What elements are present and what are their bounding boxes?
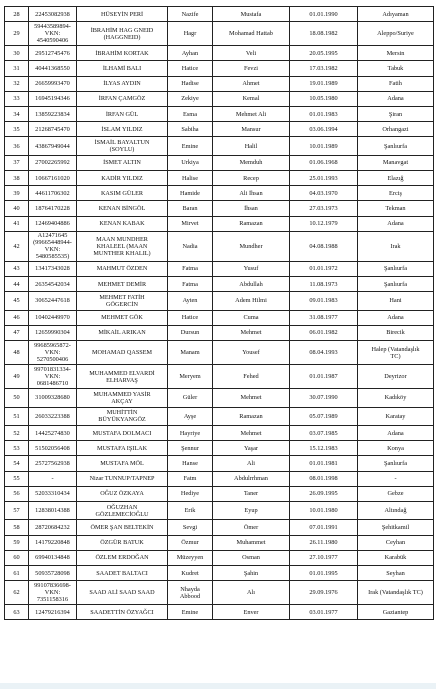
row-number-cell: 57 [5,501,29,520]
id-number-cell: 12469404886 [29,216,77,231]
father-name-cell: Ramazan [213,407,290,426]
table-row [5,341,434,365]
row-number-cell: 59 [5,535,29,550]
table-row [5,216,434,231]
full-name-cell: İSMET ALTIN [77,155,168,170]
row-number-cell: 42 [5,231,29,261]
birth-date-cell: 03.06.1994 [290,122,358,137]
birth-date-cell: 08.04.1993 [290,341,358,365]
birth-place-cell: Mersin [358,46,434,61]
full-name-cell: SAADETTİN ÖZYAĞCI [77,605,168,620]
full-name-cell: MUHAMMED YASİR AKÇAY [77,389,168,408]
id-number-cell: 14425274830 [29,426,77,441]
father-name-cell: Ömer [213,520,290,535]
birth-place-cell: Altındağ [358,501,434,520]
table-row [5,581,434,605]
mother-name-cell: Fatm [168,471,213,486]
birth-place-cell: Hani [358,292,434,311]
father-name-cell: Mustafa [213,7,290,22]
row-number-cell: 43 [5,261,29,276]
mother-name-cell: Hatice [168,310,213,325]
mother-name-cell: Ayşe [168,407,213,426]
birth-place-cell: Şanlıurfa [358,456,434,471]
table-row [5,310,434,325]
table-row [5,471,434,486]
father-name-cell: Muhammet [213,535,290,550]
row-number-cell: 50 [5,389,29,408]
id-number-cell: 14179220848 [29,535,77,550]
father-name-cell: Kemal [213,91,290,106]
row-number-cell: 28 [5,7,29,22]
birth-date-cell: 20.05.1995 [290,46,358,61]
father-name-cell: Ali [213,456,290,471]
birth-place-cell: Irak [358,231,434,261]
birth-date-cell: 25.01.1993 [290,171,358,186]
mother-name-cell: Nhayda Abbood [168,581,213,605]
father-name-cell: Mehmet [213,325,290,340]
id-number-cell: 25727562938 [29,456,77,471]
persons-table [4,6,434,620]
mother-name-cell: Müzeyyen [168,550,213,565]
father-name-cell: Mansur [213,122,290,137]
father-name-cell: Enver [213,605,290,620]
id-number-cell: 12479216394 [29,605,77,620]
mother-name-cell: Fatma [168,276,213,291]
full-name-cell: ÖZLEM ERDOĞAN [77,550,168,565]
birth-date-cell: 07.01.1991 [290,520,358,535]
row-number-cell: 61 [5,566,29,581]
id-number-cell: 16945194346 [29,91,77,106]
table-row [5,46,434,61]
id-number-cell: 69940134848 [29,550,77,565]
birth-date-cell: 01.01.1981 [290,456,358,471]
birth-place-cell: Konya [358,441,434,456]
id-number-cell: 21268745470 [29,122,77,137]
id-number-cell: 44611706302 [29,186,77,201]
birth-place-cell: Şiran [358,106,434,121]
row-number-cell: 44 [5,276,29,291]
mother-name-cell: Emine [168,137,213,156]
table-row [5,201,434,216]
row-number-cell: 35 [5,122,29,137]
mother-name-cell: Urkiya [168,155,213,170]
mother-name-cell: Zekiye [168,91,213,106]
page-footer-strip [0,683,436,689]
table-row [5,155,434,170]
row-number-cell: 62 [5,581,29,605]
birth-place-cell: Elazığ [358,171,434,186]
mother-name-cell: Hayriye [168,426,213,441]
row-number-cell: 34 [5,106,29,121]
row-number-cell: 36 [5,137,29,156]
full-name-cell: Nizar TUNNUP/TAPNEP [77,471,168,486]
row-number-cell: 52 [5,426,29,441]
father-name-cell: Memduh [213,155,290,170]
row-number-cell: 40 [5,201,29,216]
mother-name-cell: Hediye [168,486,213,501]
mother-name-cell: Erik [168,501,213,520]
mother-name-cell: Ayhan [168,46,213,61]
birth-place-cell: Karatay [358,407,434,426]
birth-place-cell: - [358,471,434,486]
full-name-cell: MUSTAFA MÖL [77,456,168,471]
row-number-cell: 53 [5,441,29,456]
id-number-cell: 10402449970 [29,310,77,325]
table-row [5,22,434,46]
id-number-cell: 30652447618 [29,292,77,311]
id-number-cell: 28720684232 [29,520,77,535]
row-number-cell: 48 [5,341,29,365]
birth-place-cell: Adana [358,426,434,441]
birth-date-cell: 17.03.1982 [290,61,358,76]
row-number-cell: 39 [5,186,29,201]
mother-name-cell: Hagr [168,22,213,46]
birth-date-cell: 10.12.1979 [290,216,358,231]
mother-name-cell: Baran [168,201,213,216]
mother-name-cell: Emine [168,605,213,620]
father-name-cell: Mehmet [213,389,290,408]
row-number-cell: 58 [5,520,29,535]
table-body [5,7,434,620]
birth-place-cell: Gebze [358,486,434,501]
full-name-cell: ÖMER ŞAN BELTEKİN [77,520,168,535]
birth-place-cell: Şehitkamil [358,520,434,535]
birth-place-cell: Irak (Vatandaşlık TC) [358,581,434,605]
table-row [5,605,434,620]
mother-name-cell: Hadise [168,76,213,91]
birth-place-cell: Şanlıurfa [358,261,434,276]
table-row [5,486,434,501]
row-number-cell: 63 [5,605,29,620]
birth-date-cell: 19.01.1989 [290,76,358,91]
full-name-cell: KADİR YILDIZ [77,171,168,186]
father-name-cell: İhsan [213,201,290,216]
row-number-cell: 54 [5,456,29,471]
id-number-cell: 99107836698- VKN: 7351158316 [29,581,77,605]
father-name-cell: Ali İhsan [213,186,290,201]
birth-place-cell: Tabuk [358,61,434,76]
id-number-cell: A12471645 (99665448944- VKN: 5480585535) [29,231,77,261]
id-number-cell: 26659993470 [29,76,77,91]
mother-name-cell: Hatice [168,61,213,76]
full-name-cell: MUHİTTİN BÜYÜKYANGÖZ [77,407,168,426]
birth-place-cell: Fatih [358,76,434,91]
table-row [5,91,434,106]
full-name-cell: MUSTAFA DOLMACI [77,426,168,441]
full-name-cell: İSLAM YILDIZ [77,122,168,137]
table-row [5,535,434,550]
father-name-cell: Alı [213,581,290,605]
id-number-cell: 51502056408 [29,441,77,456]
full-name-cell: İBRAHİM KORTAK [77,46,168,61]
full-name-cell: MİKAİL ARIKAN [77,325,168,340]
row-number-cell: 38 [5,171,29,186]
birth-place-cell: Karabük [358,550,434,565]
full-name-cell: MAAN MUNDHER KHALEEL (MAAN MUNTHER KHALIL) [77,231,168,261]
full-name-cell: İSMAİL BAYALTUN (SOYLU) [77,137,168,156]
father-name-cell: Şahin [213,566,290,581]
table-row [5,231,434,261]
row-number-cell: 56 [5,486,29,501]
id-number-cell: 99685965872- VKN: 5270500406 [29,341,77,365]
mother-name-cell: Güler [168,389,213,408]
row-number-cell: 55 [5,471,29,486]
table-row [5,61,434,76]
row-number-cell: 47 [5,325,29,340]
table-row [5,426,434,441]
birth-place-cell: Adıyaman [358,7,434,22]
father-name-cell: Osman [213,550,290,565]
mother-name-cell: Sevgi [168,520,213,535]
father-name-cell: Fevzi [213,61,290,76]
id-number-cell: 10667161020 [29,171,77,186]
full-name-cell: ÖZGÜR BATUK [77,535,168,550]
full-name-cell: SAAD ALİ SAAD SAAD [77,581,168,605]
row-number-cell: 33 [5,91,29,106]
full-name-cell: MEHMET FATİH GÖGERCİN [77,292,168,311]
birth-place-cell: Deyrizor [358,365,434,389]
father-name-cell: Veli [213,46,290,61]
row-number-cell: 46 [5,310,29,325]
id-number-cell: 22453082938 [29,7,77,22]
father-name-cell: Eyup [213,501,290,520]
id-number-cell: 27002265992 [29,155,77,170]
full-name-cell: OĞUZ ÖZKAYA [77,486,168,501]
id-number-cell: 99701831334- VKN: 0681486710 [29,365,77,389]
mother-name-cell: Nadia [168,231,213,261]
full-name-cell: İLYAS AYDIN [77,76,168,91]
row-number-cell: 30 [5,46,29,61]
birth-date-cell: 04.03.1970 [290,186,358,201]
row-number-cell: 32 [5,76,29,91]
mother-name-cell: Özmur [168,535,213,550]
father-name-cell: Yousef [213,341,290,365]
birth-date-cell: 27.10.1977 [290,550,358,565]
id-number-cell: 29512745476 [29,46,77,61]
father-name-cell: Abdullah [213,276,290,291]
father-name-cell: Fehed [213,365,290,389]
full-name-cell: İLHAMİ BALI [77,61,168,76]
birth-place-cell: Halep (Vatandaşlık TC) [358,341,434,365]
row-number-cell: 29 [5,22,29,46]
birth-place-cell: Adana [358,216,434,231]
full-name-cell: MAHMUT ÖZDEN [77,261,168,276]
table-row [5,106,434,121]
mother-name-cell: Şennur [168,441,213,456]
father-name-cell: Mundher [213,231,290,261]
mother-name-cell: Nazife [168,7,213,22]
table-row [5,186,434,201]
mother-name-cell: Dursun [168,325,213,340]
birth-date-cell: 10.01.1989 [290,137,358,156]
table-row [5,325,434,340]
row-number-cell: 41 [5,216,29,231]
row-number-cell: 37 [5,155,29,170]
birth-date-cell: 01.01.1972 [290,261,358,276]
mother-name-cell: Kudret [168,566,213,581]
full-name-cell: İRFAN GÜL [77,106,168,121]
birth-place-cell: Kadıköy [358,389,434,408]
table-row [5,76,434,91]
full-name-cell: MOHAMAD QASSEM [77,341,168,365]
birth-place-cell: Manavgat [358,155,434,170]
birth-date-cell: 06.01.1982 [290,325,358,340]
table-row [5,292,434,311]
birth-date-cell: 27.03.1973 [290,201,358,216]
id-number-cell: 43867949044 [29,137,77,156]
full-name-cell: HÜSEYİN PERİ [77,7,168,22]
table-row [5,276,434,291]
birth-place-cell: Aleppo/Suriye [358,22,434,46]
birth-place-cell: Seyhan [358,566,434,581]
table-row [5,441,434,456]
mother-name-cell: Halise [168,171,213,186]
father-name-cell: Adem Hilmi [213,292,290,311]
birth-place-cell: Gaziantep [358,605,434,620]
id-number-cell: 52033310434 [29,486,77,501]
father-name-cell: Abdulrrhman [213,471,290,486]
full-name-cell: KENAN BİNGÖL [77,201,168,216]
mother-name-cell: Ayten [168,292,213,311]
birth-date-cell: 01.01.1983 [290,106,358,121]
id-number-cell: 26354542034 [29,276,77,291]
birth-date-cell: 01.06.1968 [290,155,358,170]
id-number-cell: 31009328680 [29,389,77,408]
table-row [5,171,434,186]
father-name-cell: Taner [213,486,290,501]
father-name-cell: Mehmet Ali [213,106,290,121]
table-row [5,501,434,520]
table-row [5,137,434,156]
mother-name-cell: Fatma [168,261,213,276]
birth-place-cell: Şanlıurfa [358,276,434,291]
row-number-cell: 45 [5,292,29,311]
full-name-cell: KENAN KABAK [77,216,168,231]
id-number-cell: 59443589894- VKN: 4540590406 [29,22,77,46]
mother-name-cell: Hamide [168,186,213,201]
birth-place-cell: Ceyhan [358,535,434,550]
full-name-cell: İBRAHİM HAG GNEID (HAGGNEID) [77,22,168,46]
id-number-cell: 12838014388 [29,501,77,520]
birth-place-cell: Adana [358,310,434,325]
father-name-cell: Yaşar [213,441,290,456]
full-name-cell: MUHAMMED ELVARDİ ELHARVAŞ [77,365,168,389]
birth-date-cell: 11.08.1973 [290,276,358,291]
id-number-cell: 40441368550 [29,61,77,76]
table-row [5,261,434,276]
birth-date-cell: 29.09.1976 [290,581,358,605]
mother-name-cell: Sabiha [168,122,213,137]
father-name-cell: Mehmet [213,426,290,441]
mother-name-cell: Meryem [168,365,213,389]
full-name-cell: MUSTAFA IŞILAK [77,441,168,456]
birth-date-cell: 05.07.1989 [290,407,358,426]
id-number-cell: 13859223834 [29,106,77,121]
full-name-cell: SAADET BALTACI [77,566,168,581]
full-name-cell: MEHMET GÖK [77,310,168,325]
table-row [5,566,434,581]
id-number-cell: 26033223388 [29,407,77,426]
full-name-cell: KASIM GÜLER [77,186,168,201]
birth-date-cell: 01.01.1990 [290,7,358,22]
birth-date-cell: 26.11.1980 [290,535,358,550]
table-row [5,7,434,22]
mother-name-cell: Mirvet [168,216,213,231]
id-number-cell: 50935728098 [29,566,77,581]
row-number-cell: 49 [5,365,29,389]
row-number-cell: 51 [5,407,29,426]
birth-date-cell: 10.01.1980 [290,501,358,520]
birth-date-cell: 03.07.1985 [290,426,358,441]
table-row [5,365,434,389]
birth-date-cell: 30.07.1990 [290,389,358,408]
birth-place-cell: Erciş [358,186,434,201]
father-name-cell: Cuma [213,310,290,325]
id-number-cell: 18764170228 [29,201,77,216]
mother-name-cell: Hanse [168,456,213,471]
table-row [5,550,434,565]
birth-date-cell: 10.05.1980 [290,91,358,106]
birth-date-cell: 18.08.1982 [290,22,358,46]
birth-place-cell: Adana [358,91,434,106]
birth-date-cell: 04.08.1988 [290,231,358,261]
birth-date-cell: 26.09.1995 [290,486,358,501]
birth-place-cell: Tekman [358,201,434,216]
document-page [4,6,433,620]
mother-name-cell: Manam [168,341,213,365]
father-name-cell: Yusuf [213,261,290,276]
row-number-cell: 31 [5,61,29,76]
birth-place-cell: Birecik [358,325,434,340]
birth-date-cell: 08.01.1998 [290,471,358,486]
birth-date-cell: 09.01.1983 [290,292,358,311]
birth-place-cell: Şanlıurfa [358,137,434,156]
father-name-cell: Mohamad Hattab [213,22,290,46]
table-row [5,389,434,408]
table-row [5,407,434,426]
full-name-cell: OĞUZHAN GÖZLEMECİOĞLU [77,501,168,520]
father-name-cell: Recep [213,171,290,186]
id-number-cell: 12659990304 [29,325,77,340]
full-name-cell: İRFAN ÇAMGÖZ [77,91,168,106]
birth-place-cell: Orhangazi [358,122,434,137]
table-row [5,122,434,137]
birth-date-cell: 15.12.1983 [290,441,358,456]
birth-date-cell: 01.01.1987 [290,365,358,389]
birth-date-cell: 31.08.1977 [290,310,358,325]
row-number-cell: 60 [5,550,29,565]
father-name-cell: Ahmet [213,76,290,91]
father-name-cell: Ramazan [213,216,290,231]
birth-date-cell: 03.01.1977 [290,605,358,620]
id-number-cell: 13417343028 [29,261,77,276]
id-number-cell: - [29,471,77,486]
table-row [5,456,434,471]
birth-date-cell: 01.01.1995 [290,566,358,581]
father-name-cell: Halil [213,137,290,156]
table-row [5,520,434,535]
mother-name-cell: Esma [168,106,213,121]
full-name-cell: MEHMET DEMİR [77,276,168,291]
